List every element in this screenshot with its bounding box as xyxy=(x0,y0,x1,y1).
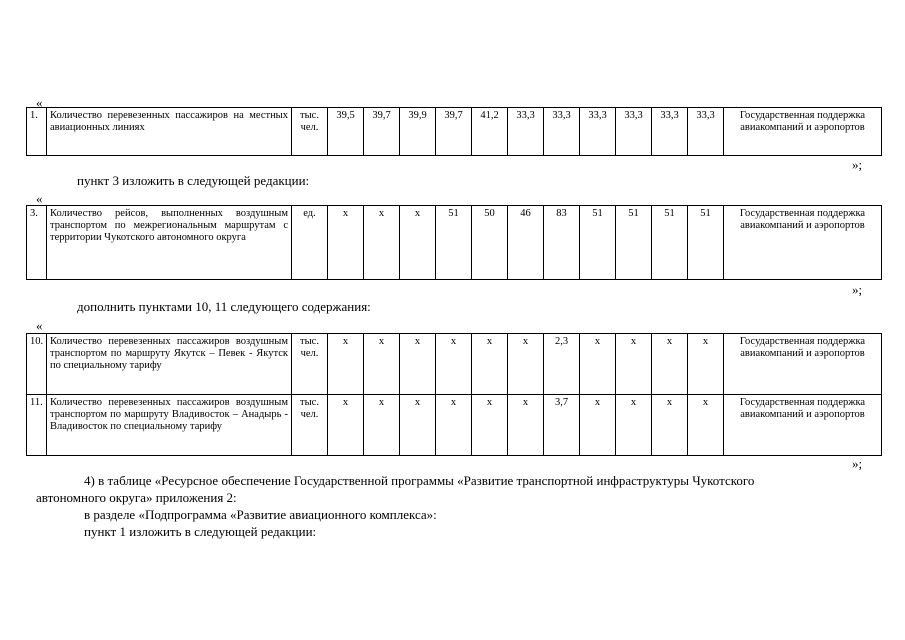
value-cell: х xyxy=(364,206,400,280)
indicator-table-2 xyxy=(26,205,882,280)
table-row xyxy=(27,334,882,395)
value-cell: х xyxy=(688,334,724,395)
row-number: 3. xyxy=(27,206,47,280)
paragraph-4-line1: 4) в таблице «Ресурсное обеспечение Государственной программы «Развитие транспортной инфраструктуры Чукотского xyxy=(84,473,755,488)
unit-cell: тыс. чел. xyxy=(292,108,328,156)
open-quote: « xyxy=(36,95,43,110)
responsible-cell: Государственная поддержка авиакомпаний и аэропортов xyxy=(724,395,882,456)
value-cell: х xyxy=(652,334,688,395)
paragraph-item1: пункт 1 изложить в следующей редакции: xyxy=(84,524,317,539)
table-row xyxy=(27,108,882,156)
value-cell: х xyxy=(688,395,724,456)
value-cell: 41,2 xyxy=(472,108,508,156)
instruction-item3: пункт 3 изложить в следующей редакции: xyxy=(77,173,310,188)
paragraph-section: в разделе «Подпрограмма «Развитие авиационного комплекса»: xyxy=(84,507,437,522)
value-cell: 39,7 xyxy=(436,108,472,156)
value-cell: 39,5 xyxy=(328,108,364,156)
value-cell: 51 xyxy=(616,206,652,280)
row-number: 11. xyxy=(27,395,47,456)
value-cell: 50 xyxy=(472,206,508,280)
value-cell: х xyxy=(400,206,436,280)
instruction-add: дополнить пунктами 10, 11 следующего содержания: xyxy=(77,299,371,314)
value-cell: 33,3 xyxy=(652,108,688,156)
responsible-cell: Государственная поддержка авиакомпаний и аэропортов xyxy=(724,206,882,280)
indicator-name: Количество перевезенных пассажиров на местных авиационных линиях xyxy=(47,108,292,156)
indicator-name: Количество перевезенных пассажиров воздушным транспортом по маршруту Якутск – Певек - Якутск по специальному тарифу xyxy=(47,334,292,395)
close-quote: »; xyxy=(852,456,863,471)
close-quote: »; xyxy=(852,282,863,297)
value-cell: 39,9 xyxy=(400,108,436,156)
value-cell: 33,3 xyxy=(688,108,724,156)
value-cell: х xyxy=(616,395,652,456)
value-cell: 2,3 xyxy=(544,334,580,395)
value-cell: х xyxy=(328,334,364,395)
value-cell: х xyxy=(400,334,436,395)
value-cell: х xyxy=(328,395,364,456)
value-cell: х xyxy=(616,334,652,395)
open-quote: « xyxy=(36,191,43,206)
table-row xyxy=(27,395,882,456)
value-cell: 83 xyxy=(544,206,580,280)
value-cell: х xyxy=(328,206,364,280)
value-cell: х xyxy=(364,334,400,395)
value-cell: х xyxy=(400,395,436,456)
row-number: 10. xyxy=(27,334,47,395)
responsible-cell: Государственная поддержка авиакомпаний и аэропортов xyxy=(724,108,882,156)
value-cell: х xyxy=(508,334,544,395)
value-cell: 51 xyxy=(436,206,472,280)
value-cell: 3,7 xyxy=(544,395,580,456)
value-cell: 33,3 xyxy=(616,108,652,156)
paragraph-4-line2: автономного округа» приложения 2: xyxy=(36,490,237,505)
indicator-table-1 xyxy=(26,107,882,156)
unit-cell: тыс. чел. xyxy=(292,334,328,395)
value-cell: х xyxy=(580,395,616,456)
value-cell: х xyxy=(652,395,688,456)
value-cell: х xyxy=(580,334,616,395)
value-cell: 33,3 xyxy=(544,108,580,156)
row-number: 1. xyxy=(27,108,47,156)
table-row xyxy=(27,206,882,280)
value-cell: х xyxy=(508,395,544,456)
value-cell: х xyxy=(436,334,472,395)
value-cell: 51 xyxy=(652,206,688,280)
close-quote: »; xyxy=(852,157,863,172)
value-cell: х xyxy=(472,395,508,456)
value-cell: 33,3 xyxy=(508,108,544,156)
value-cell: 51 xyxy=(688,206,724,280)
value-cell: 33,3 xyxy=(580,108,616,156)
responsible-cell: Государственная поддержка авиакомпаний и аэропортов xyxy=(724,334,882,395)
value-cell: 46 xyxy=(508,206,544,280)
unit-cell: тыс. чел. xyxy=(292,395,328,456)
value-cell: 39,7 xyxy=(364,108,400,156)
value-cell: х xyxy=(472,334,508,395)
open-quote: « xyxy=(36,318,43,333)
indicator-name: Количество перевезенных пассажиров воздушным транспортом по маршруту Владивосток – Анадырь - Владивосток по специальному тарифу xyxy=(47,395,292,456)
indicator-table-3 xyxy=(26,333,882,456)
indicator-name: Количество рейсов, выполненных воздушным транспортом по межрегиональным маршрутам с территории Чукотского автономного округа xyxy=(47,206,292,280)
value-cell: 51 xyxy=(580,206,616,280)
unit-cell: ед. xyxy=(292,206,328,280)
value-cell: х xyxy=(436,395,472,456)
value-cell: х xyxy=(364,395,400,456)
